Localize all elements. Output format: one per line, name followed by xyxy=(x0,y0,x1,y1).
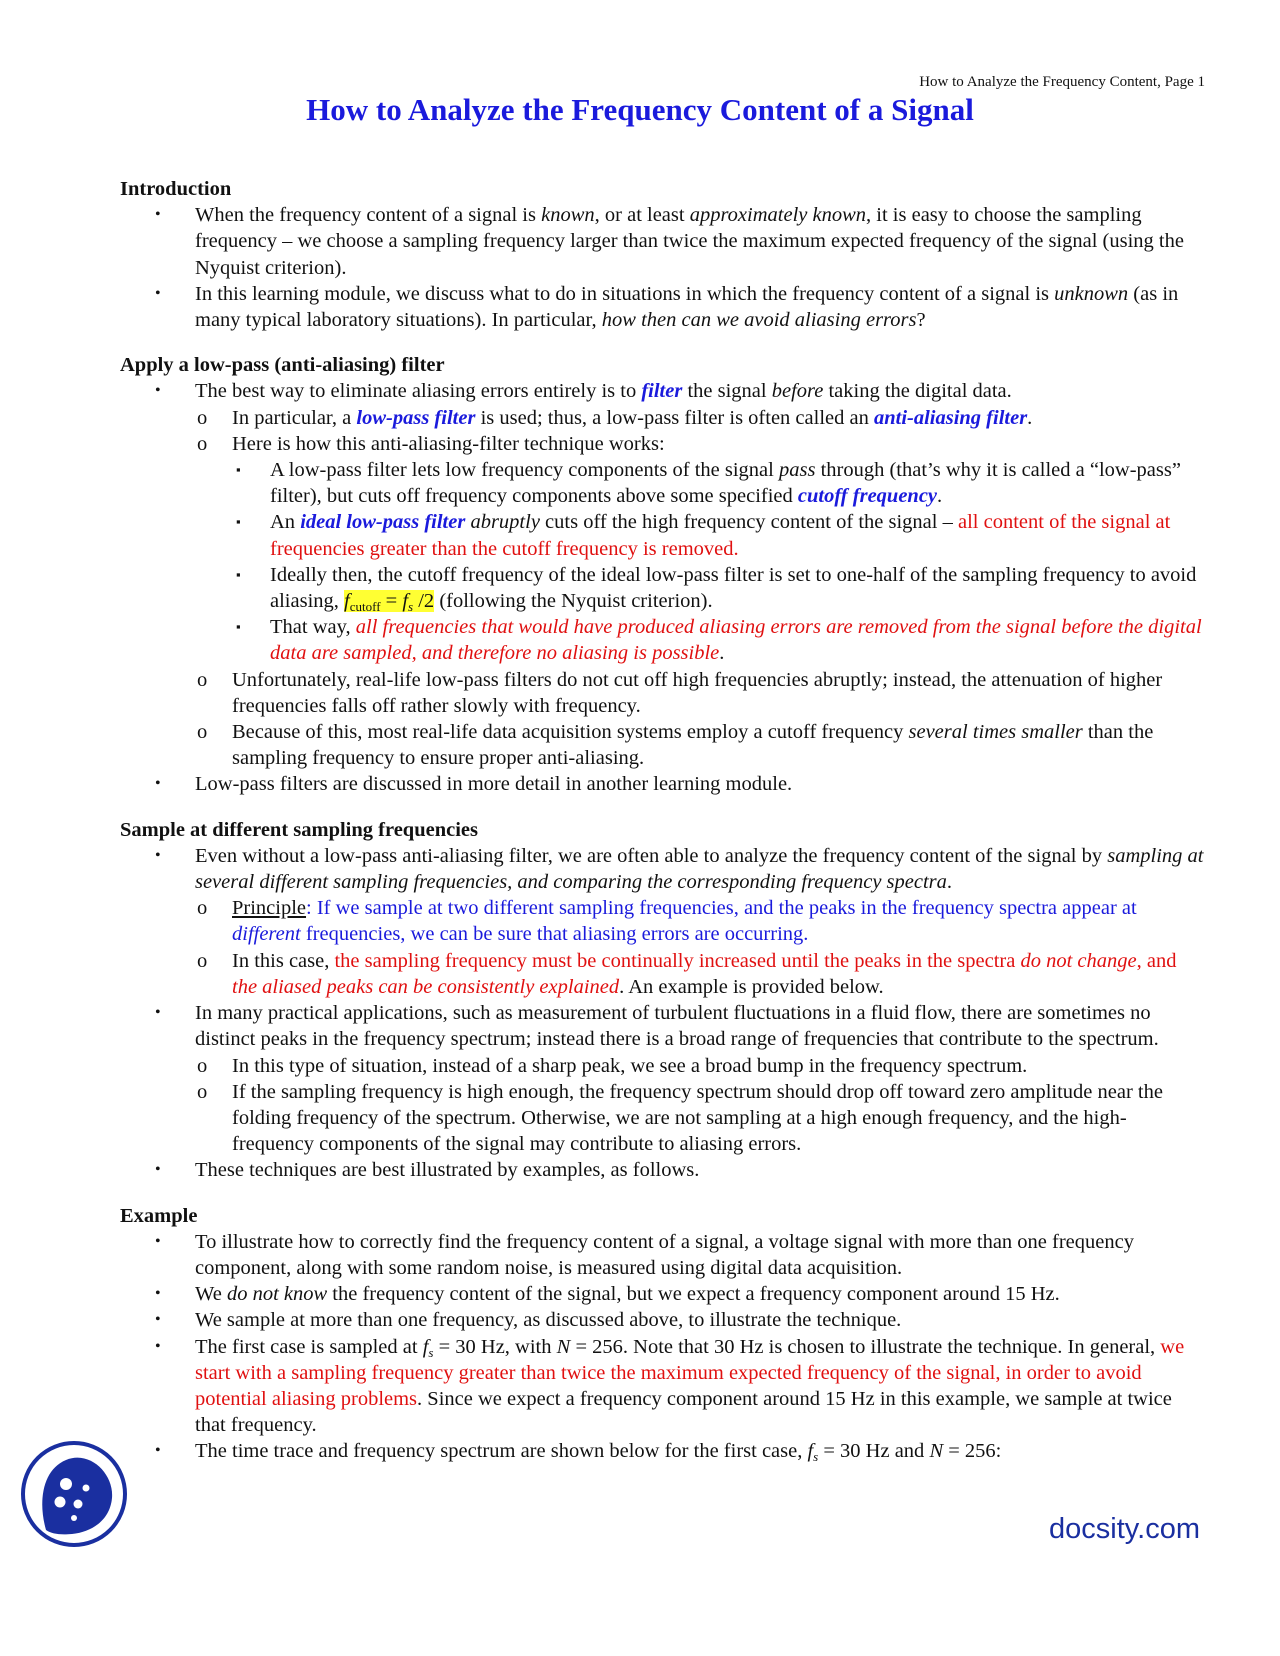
list-item: o Here is how this anti-aliasing-filter technique works: xyxy=(120,431,1205,457)
circle-marker: o xyxy=(197,721,208,744)
bullet-marker: • xyxy=(155,1004,161,1022)
page-title: How to Analyze the Frequency Content of a Signal xyxy=(306,92,974,127)
square-marker: ▪ xyxy=(236,619,241,635)
circle-marker: o xyxy=(197,949,208,972)
circle-marker: o xyxy=(197,1080,208,1103)
list-item: o Principle: If we sample at two different sampling frequencies, and the peaks in the frequency spectra appear at different frequencies, we can be sure that aliasing errors are occurring. xyxy=(197,897,1137,946)
circle-marker: o xyxy=(197,406,208,429)
list-item: • The time trace and frequency spectrum are shown below for the first case, $f_s = 30$ Hz and N = 256: xyxy=(155,1440,1002,1465)
list-item: • The best way to eliminate aliasing errors entirely is to filter the signal before taking the digital data. xyxy=(120,378,1205,404)
list-item: o In this case, the sampling frequency must be continually increased until the peaks in the spectra do not change, and the aliased peaks can be consistently explained. An example is provided below. xyxy=(197,949,1177,998)
list-item: • We do not know the frequency content of the signal, but we expect a frequency component around 15 Hz. xyxy=(120,1281,1205,1307)
bullet-marker: • xyxy=(155,1442,161,1460)
list-item: ▪ That way, all frequencies that would have produced aliasing errors are removed from the signal before the digital data are sampled, and therefore no aliasing is possible. xyxy=(236,616,1202,665)
bullet-marker: • xyxy=(155,1285,161,1303)
document-body xyxy=(120,176,1205,1465)
list-item: o In particular, a low-pass filter is used; thus, a low-pass filter is often called an anti-aliasing filter. xyxy=(120,405,1205,431)
bullet-marker: • xyxy=(155,1232,161,1250)
section-heading-filter: Apply a low-pass (anti-aliasing) filter xyxy=(120,354,445,377)
bullet-marker: • xyxy=(155,1311,161,1329)
list-item: • We sample at more than one frequency, as discussed above, to illustrate the technique. xyxy=(120,1307,1205,1333)
circle-marker: o xyxy=(197,897,208,920)
bullet-marker: • xyxy=(155,775,161,793)
list-item: • To illustrate how to correctly find the frequency content of a signal, a voltage signal with more than one frequency component, along with some random noise, is measured using digital data acquisition. xyxy=(155,1230,1134,1279)
list-item: o Because of this, most real-life data acquisition systems employ a cutoff frequency several times smaller than the sampling frequency to ensure proper anti-aliasing. xyxy=(197,721,1154,770)
list-item: o If the sampling frequency is high enough, the frequency spectrum should drop off toward zero amplitude near the folding frequency of the spectrum. Otherwise, we are not sampling at a high enough frequency, and the high-frequency components of the signal may contribute to aliasing errors. xyxy=(197,1080,1163,1156)
bullet-marker: • xyxy=(155,284,161,302)
list-item: ▪ An ideal low-pass filter abruptly cuts off the high frequency content of the signal – all content of the signal at frequencies greater than the cutoff frequency is removed. xyxy=(236,511,1171,560)
list-item: • Even without a low-pass anti-aliasing filter, we are often able to analyze the frequency content of the signal by sampling at several different sampling frequencies, and comparing the corresponding frequency spectra. xyxy=(155,844,1204,894)
bullet-marker: • xyxy=(155,206,161,224)
circle-marker: o xyxy=(197,432,208,455)
list-item: o Unfortunately, real-life low-pass filters do not cut off high frequencies abruptly; instead, the attenuation of higher frequencies falls off rather slowly with frequency. xyxy=(197,668,1163,717)
list-item: ▪ Ideally then, the cutoff frequency of the ideal low-pass filter is set to one-half of the sampling frequency to avoid aliasing, $f_{cutoff} = f_s$ /2 (following the Nyquist criterion). xyxy=(236,563,1197,615)
circle-marker: o xyxy=(197,1054,208,1077)
list-item: ▪ A low-pass filter lets low frequency components of the signal pass through (that’s why it is called a “low-pass” filter), but cuts off frequency components above some specified cutoff frequency. xyxy=(236,459,1181,508)
bullet-marker: • xyxy=(155,1337,161,1355)
docsity-watermark[interactable]: docsity.com xyxy=(1049,1513,1200,1545)
list-item: • In this learning module, we discuss what to do in situations in which the frequency content of a signal is unknown (as in many typical laboratory situations). In particular, how then can we avoid aliasing errors? xyxy=(155,282,1179,332)
list-item: • These techniques are best illustrated by examples, as follows. xyxy=(120,1157,1205,1183)
section-heading-introduction: Introduction xyxy=(120,178,232,200)
list-item: • In many practical applications, such as measurement of turbulent fluctuations in a fluid flow, there are sometimes no distinct peaks in the frequency spectrum; instead there is a broad range of frequencies that contribute to the spectrum. xyxy=(155,1002,1159,1051)
bullet-marker: • xyxy=(155,382,161,400)
list-item: • Low-pass filters are discussed in more detail in another learning module. xyxy=(120,771,1205,797)
bullet-marker: • xyxy=(155,846,161,864)
section-heading-sampling: Sample at different sampling frequencies xyxy=(120,818,478,841)
square-marker: ▪ xyxy=(236,514,241,530)
bullet-marker: • xyxy=(155,1161,161,1179)
docsity-logo-icon xyxy=(20,1440,128,1548)
list-item: • The first case is sampled at $f_s = 30$ Hz, with N = 256. Note that 30 Hz is chosen to illustrate the technique. In general, we start with a sampling frequency greater than twice the maximum expected frequency of the signal, in order to avoid potential aliasing problems. Since we expect a frequency component around 15 Hz in this example, we sample at twice that frequency. xyxy=(155,1335,1185,1437)
square-marker: ▪ xyxy=(236,462,241,478)
list-item: o In this type of situation, instead of a sharp peak, we see a broad bump in the frequency spectrum. xyxy=(120,1053,1205,1079)
section-heading-example: Example xyxy=(120,1204,198,1227)
cutoff-equation: $f_{cutoff} = f_s$ /2 xyxy=(344,590,435,615)
running-header: How to Analyze the Frequency Content, Page 1 xyxy=(919,74,1205,90)
circle-marker: o xyxy=(197,668,208,691)
list-item: • When the frequency content of a signal is known, or at least approximately known, it is easy to choose the sampling frequency – we choose a sampling frequency larger than twice the maximum expected frequency of the signal (using the Nyquist criterion). xyxy=(155,204,1184,279)
square-marker: ▪ xyxy=(236,566,241,582)
